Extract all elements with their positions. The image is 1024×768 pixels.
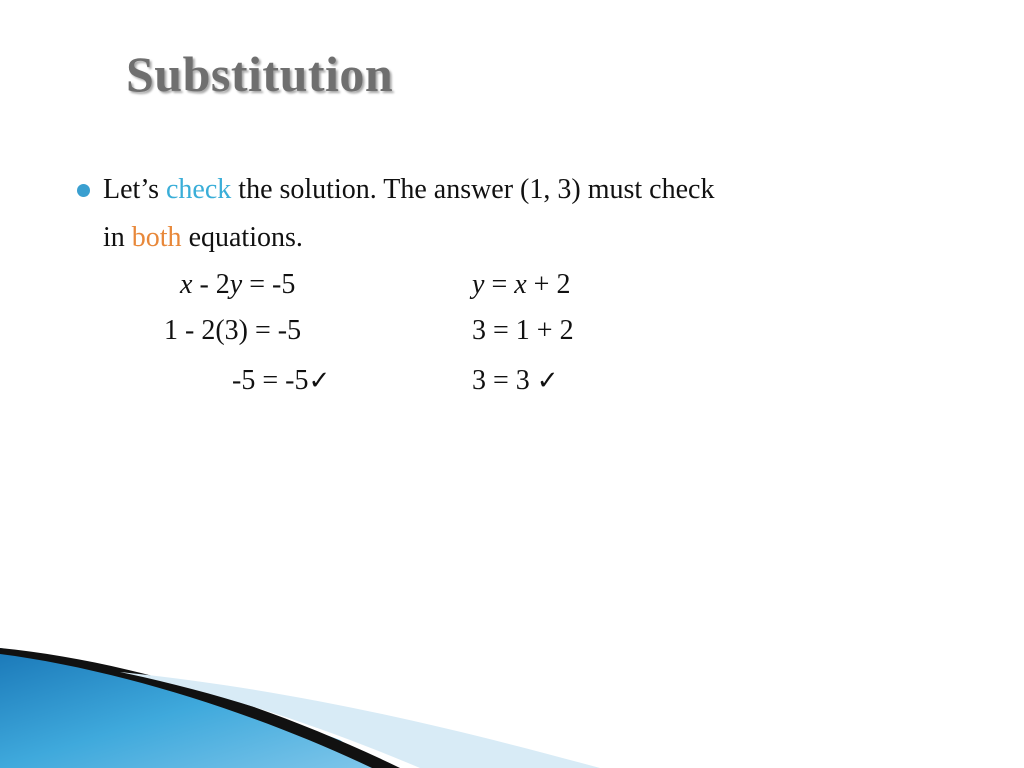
text: = -5 [242,269,296,300]
var-y: y [229,269,243,300]
highlight-check: check [166,174,232,205]
text: in [103,222,132,253]
checkmark-icon: ✓ [308,366,331,396]
left-equation-row-2: 1 - 2(3) = -5 [164,315,302,346]
text: - 2 [192,269,230,300]
text: -5 = -5 [232,365,309,396]
page-title: Substitution [126,46,394,102]
right-equation-row-2: 3 = 1 + 2 [472,315,574,346]
var-y: y [472,269,485,300]
text: = [484,269,515,300]
text: equations. [181,222,303,253]
text: Let’s [103,174,166,205]
var-x: x [514,269,527,300]
highlight-both: both [131,222,182,253]
checkmark-icon: ✓ [536,366,559,396]
text: + 2 [526,269,571,300]
text: the solution. The answer (1, 3) must check [231,174,715,205]
var-x: x [180,269,193,300]
text: 3 = 3 [472,365,537,396]
